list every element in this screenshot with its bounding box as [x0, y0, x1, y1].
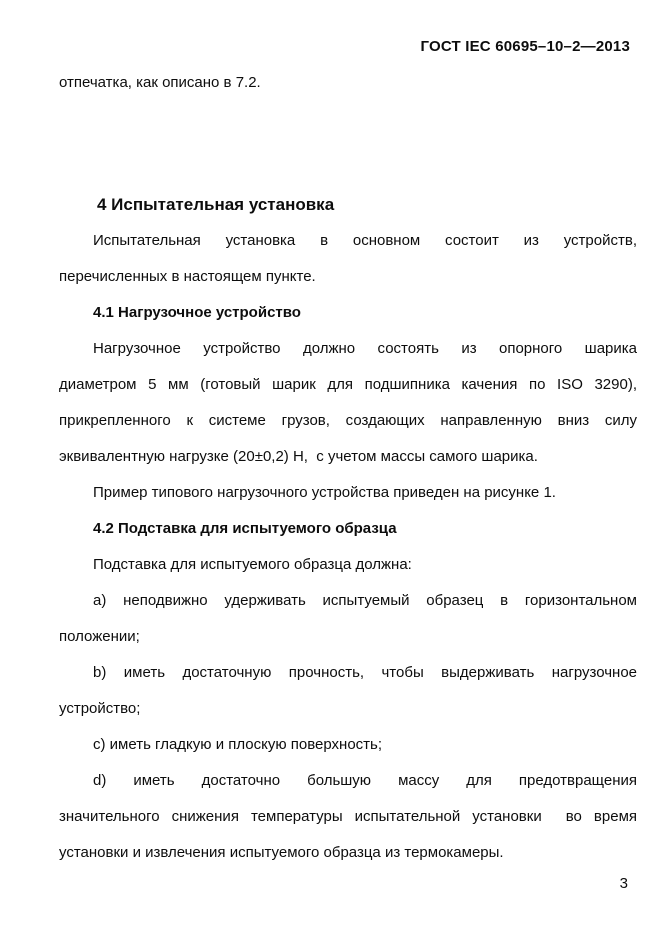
subsection-4-2-heading: 4.2 Подставка для испытуемого образца — [93, 520, 397, 537]
document-header-reference: ГОСТ IEC 60695–10–2—2013 — [420, 38, 630, 55]
list-item-d-line: d) иметь достаточно большую массу для предотвращения — [93, 772, 637, 789]
list-item-c-line: c) иметь гладкую и плоскую поверхность; — [93, 736, 383, 753]
subsection-4-1-heading: 4.1 Нагрузочное устройство — [93, 304, 301, 321]
paragraph-line: прикрепленного к системе грузов, создающих направленную вниз силу — [59, 412, 637, 429]
paragraph-line: Нагрузочное устройство должно состоять из опорного шарика — [93, 340, 637, 357]
list-item-a-line: положении; — [59, 628, 140, 645]
list-item-a-line: a) неподвижно удерживать испытуемый образец в горизонтальном — [93, 592, 637, 609]
list-item-b-line: b) иметь достаточную прочность, чтобы выдерживать нагрузочное — [93, 664, 637, 681]
list-item-d-line: установки и извлечения испытуемого образца из термокамеры. — [59, 844, 504, 861]
paragraph-line: эквивалентную нагрузке (20±0,2) Н, с учетом массы самого шарика. — [59, 448, 538, 465]
paragraph-line-continuation: отпечатка, как описано в 7.2. — [59, 74, 261, 91]
paragraph-line: диаметром 5 мм (готовый шарик для подшипника качения по ISO 3290), — [59, 376, 637, 393]
document-body — [59, 65, 637, 871]
list-item-d-line: значительного снижения температуры испытательной установки во время — [59, 808, 637, 825]
list-item-b-line: устройство; — [59, 700, 141, 717]
page-number: 3 — [619, 875, 628, 892]
paragraph-line: Пример типового нагрузочного устройства приведен на рисунке 1. — [93, 484, 556, 501]
paragraph-line: Подставка для испытуемого образца должна: — [93, 556, 412, 573]
paragraph-line: Испытательная установка в основном состоит из устройств, — [93, 232, 637, 249]
paragraph-line: перечисленных в настоящем пункте. — [59, 268, 316, 285]
section-4-heading: 4 Испытательная установка — [97, 195, 335, 214]
